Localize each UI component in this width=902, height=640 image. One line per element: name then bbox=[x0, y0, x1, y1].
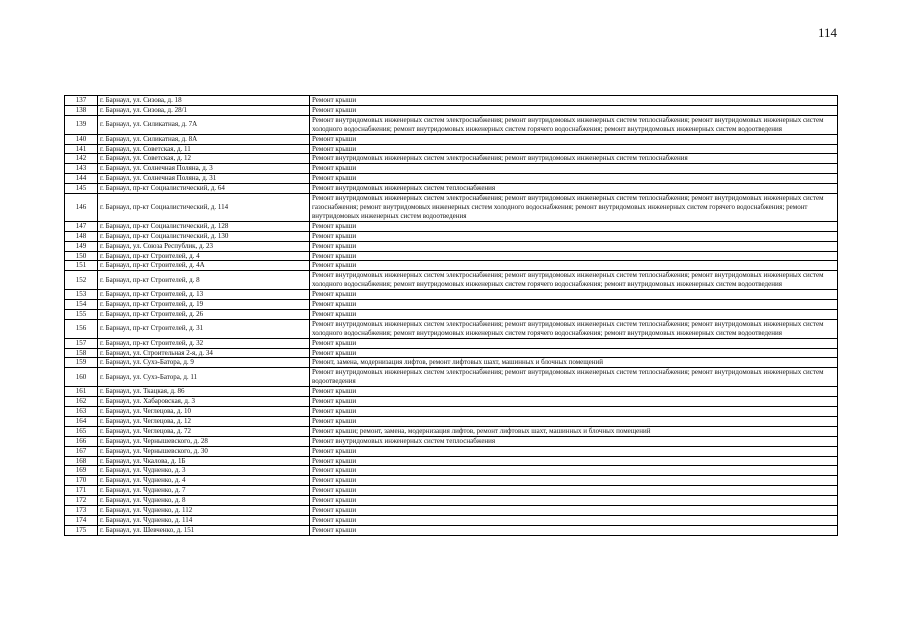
table-row bbox=[65, 368, 838, 387]
row-number-cell: 140 bbox=[65, 134, 98, 144]
table-row bbox=[65, 251, 838, 261]
row-number-cell: 165 bbox=[65, 426, 98, 436]
work-type-cell: Ремонт крыши bbox=[310, 407, 838, 417]
table-row bbox=[65, 319, 838, 338]
row-number-cell: 148 bbox=[65, 231, 98, 241]
work-type-cell: Ремонт крыши bbox=[310, 164, 838, 174]
work-type-cell: Ремонт внутридомовых инженерных систем теплоснабжения bbox=[310, 436, 838, 446]
table-row bbox=[65, 174, 838, 184]
work-type-cell: Ремонт крыши bbox=[310, 231, 838, 241]
work-type-cell: Ремонт крыши bbox=[310, 486, 838, 496]
row-number-cell: 175 bbox=[65, 525, 98, 535]
work-type-cell: Ремонт внутридомовых инженерных систем электроснабжения; ремонт внутридомовых инженерных систем теплоснабжения; ремонт внутридомовых инженерных систем водоотведения bbox=[310, 368, 838, 387]
row-number-cell: 173 bbox=[65, 506, 98, 516]
row-number-cell: 157 bbox=[65, 338, 98, 348]
row-number-cell: 162 bbox=[65, 397, 98, 407]
work-type-cell: Ремонт крыши bbox=[310, 300, 838, 310]
work-type-cell: Ремонт крыши bbox=[310, 387, 838, 397]
row-number-cell: 143 bbox=[65, 164, 98, 174]
table-row bbox=[65, 105, 838, 115]
row-number-cell: 155 bbox=[65, 309, 98, 319]
row-number-cell: 159 bbox=[65, 358, 98, 368]
table-row bbox=[65, 184, 838, 194]
address-cell: г. Барнаул, ул. Чудненко, д. 114 bbox=[98, 515, 310, 525]
address-cell: г. Барнаул, ул. Чудненко, д. 8 bbox=[98, 496, 310, 506]
address-cell: г. Барнаул, ул. Солнечная Поляна, д. 3 bbox=[98, 164, 310, 174]
table-row bbox=[65, 309, 838, 319]
address-cell: г. Барнаул, ул. Сизова, д. 28/1 bbox=[98, 105, 310, 115]
work-type-cell: Ремонт крыши bbox=[310, 338, 838, 348]
row-number-cell: 144 bbox=[65, 174, 98, 184]
table-row bbox=[65, 261, 838, 271]
table-row bbox=[65, 426, 838, 436]
row-number-cell: 151 bbox=[65, 261, 98, 271]
row-number-cell: 167 bbox=[65, 446, 98, 456]
address-cell: г. Барнаул, пр-кт Строителей, д. 26 bbox=[98, 309, 310, 319]
work-type-cell: Ремонт крыши bbox=[310, 476, 838, 486]
table-row bbox=[65, 486, 838, 496]
table-row bbox=[65, 436, 838, 446]
work-type-cell: Ремонт внутридомовых инженерных систем теплоснабжения bbox=[310, 184, 838, 194]
address-cell: г. Барнаул, ул. Советская, д. 12 bbox=[98, 154, 310, 164]
work-type-cell: Ремонт крыши bbox=[310, 525, 838, 535]
table-row bbox=[65, 300, 838, 310]
table-row bbox=[65, 144, 838, 154]
address-cell: г. Барнаул, ул. Чеглецова, д. 12 bbox=[98, 416, 310, 426]
work-type-cell: Ремонт крыши bbox=[310, 515, 838, 525]
table-row bbox=[65, 194, 838, 222]
table-row bbox=[65, 134, 838, 144]
address-cell: г. Барнаул, пр-кт Строителей, д. 13 bbox=[98, 290, 310, 300]
address-cell: г. Барнаул, пр-кт Строителей, д. 4 bbox=[98, 251, 310, 261]
row-number-cell: 149 bbox=[65, 241, 98, 251]
row-number-cell: 139 bbox=[65, 115, 98, 134]
address-cell: г. Барнаул, пр-кт Социалистический, д. 128 bbox=[98, 221, 310, 231]
work-type-cell: Ремонт крыши bbox=[310, 446, 838, 456]
table-row bbox=[65, 231, 838, 241]
table-row bbox=[65, 506, 838, 516]
address-cell: г. Барнаул, ул. Силикатная, д. 8А bbox=[98, 134, 310, 144]
address-cell: г. Барнаул, пр-кт Строителей, д. 31 bbox=[98, 319, 310, 338]
table-row bbox=[65, 290, 838, 300]
address-cell: г. Барнаул, ул. Строительная 2-я, д. 34 bbox=[98, 348, 310, 358]
address-cell: г. Барнаул, пр-кт Строителей, д. 4А bbox=[98, 261, 310, 271]
address-cell: г. Барнаул, ул. Чернышевского, д. 28 bbox=[98, 436, 310, 446]
row-number-cell: 169 bbox=[65, 466, 98, 476]
work-type-cell: Ремонт крыши bbox=[310, 241, 838, 251]
work-type-cell: Ремонт крыши bbox=[310, 251, 838, 261]
row-number-cell: 158 bbox=[65, 348, 98, 358]
row-number-cell: 137 bbox=[65, 96, 98, 106]
address-cell: г. Барнаул, пр-кт Строителей, д. 32 bbox=[98, 338, 310, 348]
address-cell: г. Барнаул, ул. Советская, д. 11 bbox=[98, 144, 310, 154]
row-number-cell: 160 bbox=[65, 368, 98, 387]
work-type-cell: Ремонт крыши bbox=[310, 397, 838, 407]
work-type-cell: Ремонт крыши bbox=[310, 466, 838, 476]
address-cell: г. Барнаул, ул. Союза Республик, д. 23 bbox=[98, 241, 310, 251]
table-row bbox=[65, 96, 838, 106]
row-number-cell: 163 bbox=[65, 407, 98, 417]
table-row bbox=[65, 496, 838, 506]
row-number-cell: 147 bbox=[65, 221, 98, 231]
table-row bbox=[65, 348, 838, 358]
work-type-cell: Ремонт крыши bbox=[310, 174, 838, 184]
work-type-cell: Ремонт крыши bbox=[310, 309, 838, 319]
row-number-cell: 174 bbox=[65, 515, 98, 525]
row-number-cell: 141 bbox=[65, 144, 98, 154]
table-row bbox=[65, 241, 838, 251]
address-cell: г. Барнаул, пр-кт Социалистический, д. 130 bbox=[98, 231, 310, 241]
row-number-cell: 142 bbox=[65, 154, 98, 164]
registry-table-body bbox=[65, 96, 838, 536]
address-cell: г. Барнаул, пр-кт Строителей, д. 19 bbox=[98, 300, 310, 310]
work-type-cell: Ремонт внутридомовых инженерных систем электроснабжения; ремонт внутридомовых инженерных систем теплоснабжения; ремонт внутридомовых инженерных систем холодного водоснабжения; ремонт внутридомовых инженерных систем горячего водоснабжения; ремонт внутридомовых инженерных систем водоотведения bbox=[310, 319, 838, 338]
address-cell: г. Барнаул, ул. Сухэ-Батора, д. 11 bbox=[98, 368, 310, 387]
address-cell: г. Барнаул, ул. Сизова, д. 18 bbox=[98, 96, 310, 106]
registry-table bbox=[64, 95, 838, 536]
table-row bbox=[65, 154, 838, 164]
work-type-cell: Ремонт, замена, модернизация лифтов, ремонт лифтовых шахт, машинных и блочных помещений bbox=[310, 358, 838, 368]
row-number-cell: 153 bbox=[65, 290, 98, 300]
table-row bbox=[65, 115, 838, 134]
row-number-cell: 171 bbox=[65, 486, 98, 496]
row-number-cell: 161 bbox=[65, 387, 98, 397]
work-type-cell: Ремонт крыши bbox=[310, 134, 838, 144]
table-row bbox=[65, 221, 838, 231]
work-type-cell: Ремонт внутридомовых инженерных систем электроснабжения; ремонт внутридомовых инженерных систем теплоснабжения; ремонт внутридомовых инженерных систем холодного водоснабжения; ремонт внутридомовых инженерных систем горячего водоснабжения; ремонт внутридомовых инженерных систем водоотведения bbox=[310, 115, 838, 134]
address-cell: г. Барнаул, ул. Чудненко, д. 4 bbox=[98, 476, 310, 486]
table-row bbox=[65, 466, 838, 476]
work-type-cell: Ремонт крыши bbox=[310, 144, 838, 154]
work-type-cell: Ремонт внутридомовых инженерных систем электроснабжения; ремонт внутридомовых инженерных систем теплоснабжения; ремонт внутридомовых инженерных систем газоснабжения; ремонт внутридомовых инженерных систем холодного водоснабжения; ремонт внутридомовых инженерных систем горячего водоснабжения; ремонт внутридомовых инженерных систем водоотведения bbox=[310, 194, 838, 222]
table-row bbox=[65, 456, 838, 466]
address-cell: г. Барнаул, ул. Силикатная, д. 7А bbox=[98, 115, 310, 134]
table-row bbox=[65, 358, 838, 368]
address-cell: г. Барнаул, ул. Солнечная Поляна, д. 31 bbox=[98, 174, 310, 184]
address-cell: г. Барнаул, ул. Чкалова, д. 1Б bbox=[98, 456, 310, 466]
work-type-cell: Ремонт крыши bbox=[310, 506, 838, 516]
address-cell: г. Барнаул, ул. Сухэ-Батора, д. 9 bbox=[98, 358, 310, 368]
address-cell: г. Барнаул, ул. Чернышевского, д. 30 bbox=[98, 446, 310, 456]
address-cell: г. Барнаул, пр-кт Строителей, д. 8 bbox=[98, 271, 310, 290]
work-type-cell: Ремонт крыши; ремонт, замена, модернизация лифтов, ремонт лифтовых шахт, машинных и блочных помещений bbox=[310, 426, 838, 436]
page-number: 114 bbox=[818, 25, 838, 40]
work-type-cell: Ремонт внутридомовых инженерных систем электроснабжения; ремонт внутридомовых инженерных систем теплоснабжения; ремонт внутридомовых инженерных систем холодного водоснабжения; ремонт внутридомовых инженерных систем горячего водоснабжения; ремонт внутридомовых инженерных систем водоотведения bbox=[310, 271, 838, 290]
row-number-cell: 168 bbox=[65, 456, 98, 466]
table-row bbox=[65, 416, 838, 426]
row-number-cell: 172 bbox=[65, 496, 98, 506]
address-cell: г. Барнаул, ул. Чудненко, д. 112 bbox=[98, 506, 310, 516]
address-cell: г. Барнаул, ул. Чудненко, д. 3 bbox=[98, 466, 310, 476]
row-number-cell: 170 bbox=[65, 476, 98, 486]
table-row bbox=[65, 397, 838, 407]
work-type-cell: Ремонт крыши bbox=[310, 348, 838, 358]
row-number-cell: 164 bbox=[65, 416, 98, 426]
work-type-cell: Ремонт крыши bbox=[310, 105, 838, 115]
work-type-cell: Ремонт внутридомовых инженерных систем электроснабжения; ремонт внутридомовых инженерных систем теплоснабжения bbox=[310, 154, 838, 164]
row-number-cell: 145 bbox=[65, 184, 98, 194]
row-number-cell: 150 bbox=[65, 251, 98, 261]
row-number-cell: 166 bbox=[65, 436, 98, 446]
work-type-cell: Ремонт крыши bbox=[310, 221, 838, 231]
table-row bbox=[65, 476, 838, 486]
address-cell: г. Барнаул, ул. Чудненко, д. 7 bbox=[98, 486, 310, 496]
address-cell: г. Барнаул, ул. Чеглецова, д. 72 bbox=[98, 426, 310, 436]
address-cell: г. Барнаул, ул. Чеглецова, д. 10 bbox=[98, 407, 310, 417]
table-row bbox=[65, 407, 838, 417]
work-type-cell: Ремонт крыши bbox=[310, 261, 838, 271]
table-row bbox=[65, 525, 838, 535]
work-type-cell: Ремонт крыши bbox=[310, 496, 838, 506]
table-row bbox=[65, 387, 838, 397]
address-cell: г. Барнаул, пр-кт Социалистический, д. 114 bbox=[98, 194, 310, 222]
table-row bbox=[65, 446, 838, 456]
work-type-cell: Ремонт крыши bbox=[310, 290, 838, 300]
row-number-cell: 154 bbox=[65, 300, 98, 310]
address-cell: г. Барнаул, пр-кт Социалистический, д. 64 bbox=[98, 184, 310, 194]
row-number-cell: 138 bbox=[65, 105, 98, 115]
table-row bbox=[65, 338, 838, 348]
work-type-cell: Ремонт крыши bbox=[310, 416, 838, 426]
work-type-cell: Ремонт крыши bbox=[310, 96, 838, 106]
address-cell: г. Барнаул, ул. Шевченко, д. 151 bbox=[98, 525, 310, 535]
table-row bbox=[65, 515, 838, 525]
row-number-cell: 146 bbox=[65, 194, 98, 222]
work-type-cell: Ремонт крыши bbox=[310, 456, 838, 466]
table-row bbox=[65, 164, 838, 174]
table-row bbox=[65, 271, 838, 290]
row-number-cell: 156 bbox=[65, 319, 98, 338]
address-cell: г. Барнаул, ул. Ткацкая, д. 86 bbox=[98, 387, 310, 397]
row-number-cell: 152 bbox=[65, 271, 98, 290]
address-cell: г. Барнаул, ул. Хабаровская, д. 3 bbox=[98, 397, 310, 407]
